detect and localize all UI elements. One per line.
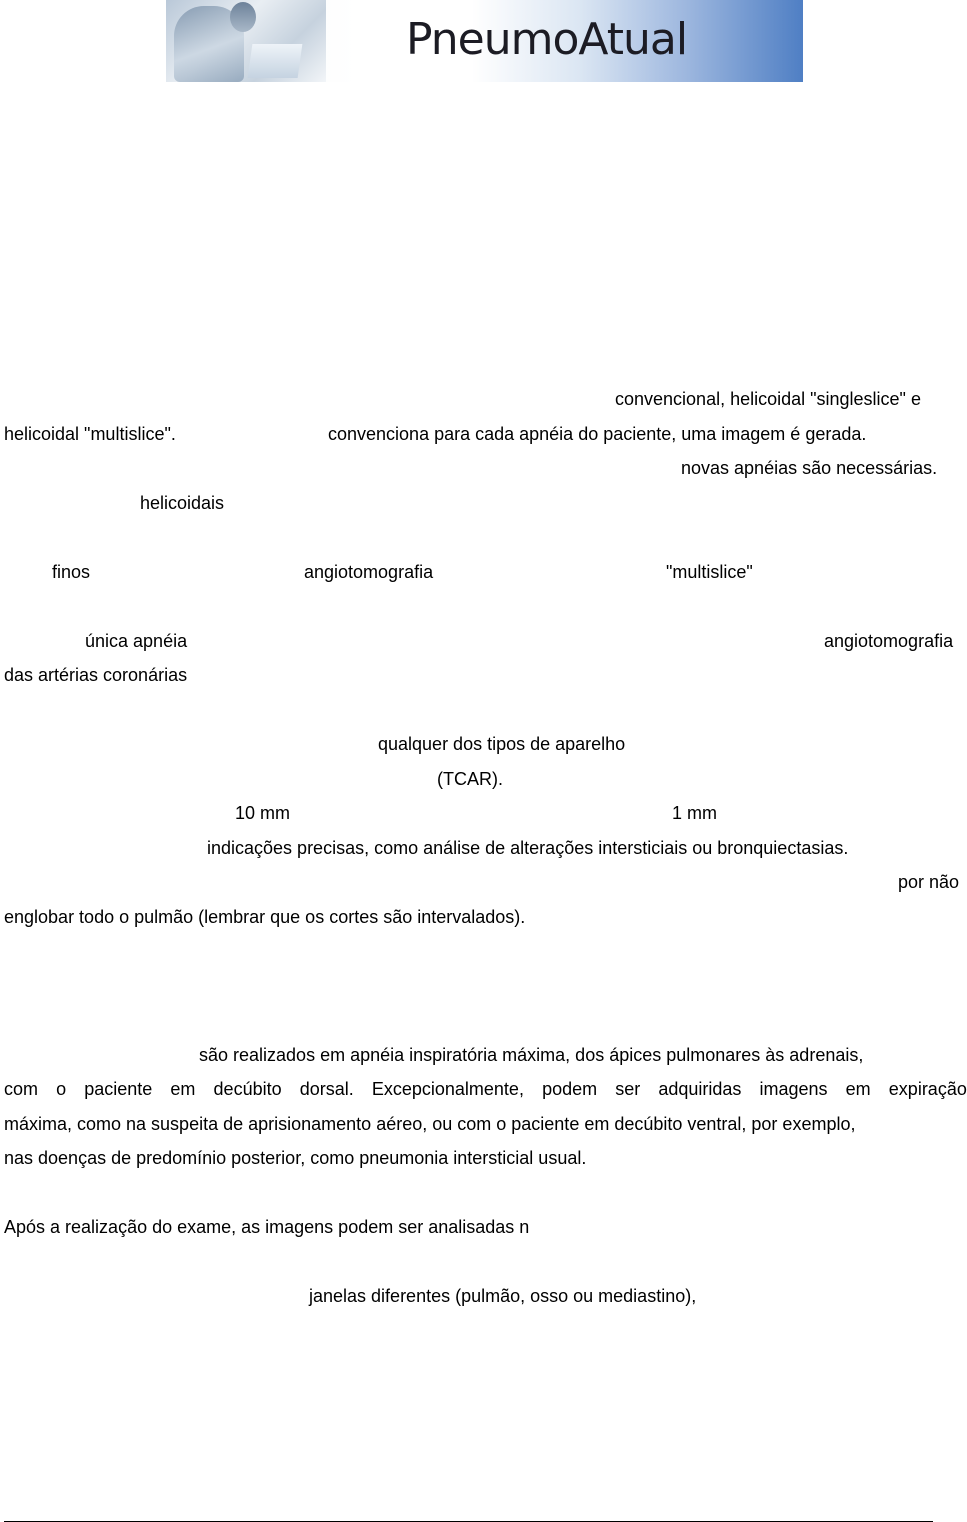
p1-line-1 bbox=[4, 387, 967, 411]
p1-l6-text-a: única apnéia bbox=[85, 631, 188, 651]
p1-l4-text: helicoidais bbox=[140, 493, 225, 513]
p3-l2-word: expiração bbox=[888, 1079, 967, 1099]
p1-line-2 bbox=[4, 422, 967, 446]
p4-line-1 bbox=[4, 1215, 967, 1239]
p2-l1-text: qualquer dos tipos de aparelho bbox=[378, 734, 626, 754]
doctor-photo bbox=[166, 0, 326, 82]
p1-l3-text: novas apnéias são necessárias. bbox=[681, 458, 938, 478]
p2-l5-text: por não bbox=[898, 872, 960, 892]
p3-l1-text: são realizados em apnéia inspiratória máxima, dos ápices pulmonares às adrenais, bbox=[199, 1045, 864, 1065]
p2-l3-text-b: 1 mm bbox=[672, 803, 717, 823]
p3-l2-word: ser bbox=[615, 1079, 641, 1099]
site-logo: PneumoAtual bbox=[406, 14, 688, 65]
header-banner bbox=[166, 0, 803, 82]
p1-l5-text-a: finos bbox=[52, 562, 91, 582]
p2-line-3 bbox=[4, 801, 967, 825]
p3-line-3 bbox=[4, 1112, 967, 1136]
doctor-head bbox=[230, 2, 256, 32]
p1-l7-text: das artérias coronárias bbox=[4, 665, 188, 685]
p3-l2-word: paciente bbox=[84, 1079, 153, 1099]
p1-line-3 bbox=[4, 456, 967, 480]
p3-l2-word: podem bbox=[542, 1079, 598, 1099]
p2-line-2 bbox=[4, 767, 967, 791]
p2-line-4 bbox=[4, 836, 967, 860]
p1-l1-text: convencional, helicoidal "singleslice" e bbox=[615, 389, 921, 409]
p3-line-2 bbox=[4, 1077, 967, 1101]
p2-l2-text: (TCAR). bbox=[437, 769, 503, 789]
p1-l5-text-b: angiotomografia bbox=[304, 562, 434, 582]
p3-l2-word: dorsal. bbox=[299, 1079, 354, 1099]
p3-l2-word: adquiridas bbox=[658, 1079, 742, 1099]
p1-l2-text-b: convenciona para cada apnéia do paciente, uma imagem é gerada. bbox=[328, 424, 867, 444]
p4-l2-text: janelas diferentes (pulmão, osso ou mediastino), bbox=[309, 1286, 697, 1306]
p4-l1-text: Após a realização do exame, as imagens podem ser analisadas n bbox=[4, 1217, 530, 1237]
p1-l6-text-b: angiotomografia bbox=[824, 631, 954, 651]
p2-l6-text: englobar todo o pulmão (lembrar que os cortes são intervalados). bbox=[4, 907, 526, 927]
p1-line-5 bbox=[4, 560, 967, 584]
p1-line-7 bbox=[4, 663, 967, 687]
p4-line-2 bbox=[4, 1284, 967, 1308]
p3-l2-word: com bbox=[4, 1079, 39, 1099]
p3-l2-word: o bbox=[56, 1079, 67, 1099]
p1-line-4 bbox=[4, 491, 967, 515]
p3-line-1 bbox=[4, 1043, 967, 1067]
p3-l2-word: em bbox=[170, 1079, 196, 1099]
p3-l2-word: Excepcionalmente, bbox=[371, 1079, 524, 1099]
p1-line-6 bbox=[4, 629, 967, 653]
p3-l2-word: decúbito bbox=[213, 1079, 282, 1099]
p3-l2-word: em bbox=[845, 1079, 871, 1099]
p1-l5-text-c: "multislice" bbox=[666, 562, 753, 582]
p2-l4-text: indicações precisas, como análise de alterações intersticiais ou bronquiectasias. bbox=[207, 838, 849, 858]
p1-l2-text-a: helicoidal "multislice". bbox=[4, 424, 176, 444]
p3-line-4 bbox=[4, 1146, 967, 1170]
p3-l2-word: imagens bbox=[759, 1079, 828, 1099]
p2-line-6 bbox=[4, 905, 967, 929]
p2-line-1 bbox=[4, 732, 967, 756]
p3-l4-text: nas doenças de predomínio posterior, como pneumonia intersticial usual. bbox=[4, 1148, 587, 1168]
p2-l3-text-a: 10 mm bbox=[235, 803, 291, 823]
xray-sheet bbox=[248, 44, 303, 78]
p3-l3-text: máxima, como na suspeita de aprisionamento aéreo, ou com o paciente em decúbito ventral, por exemplo, bbox=[4, 1114, 856, 1134]
p2-line-5 bbox=[4, 870, 967, 894]
